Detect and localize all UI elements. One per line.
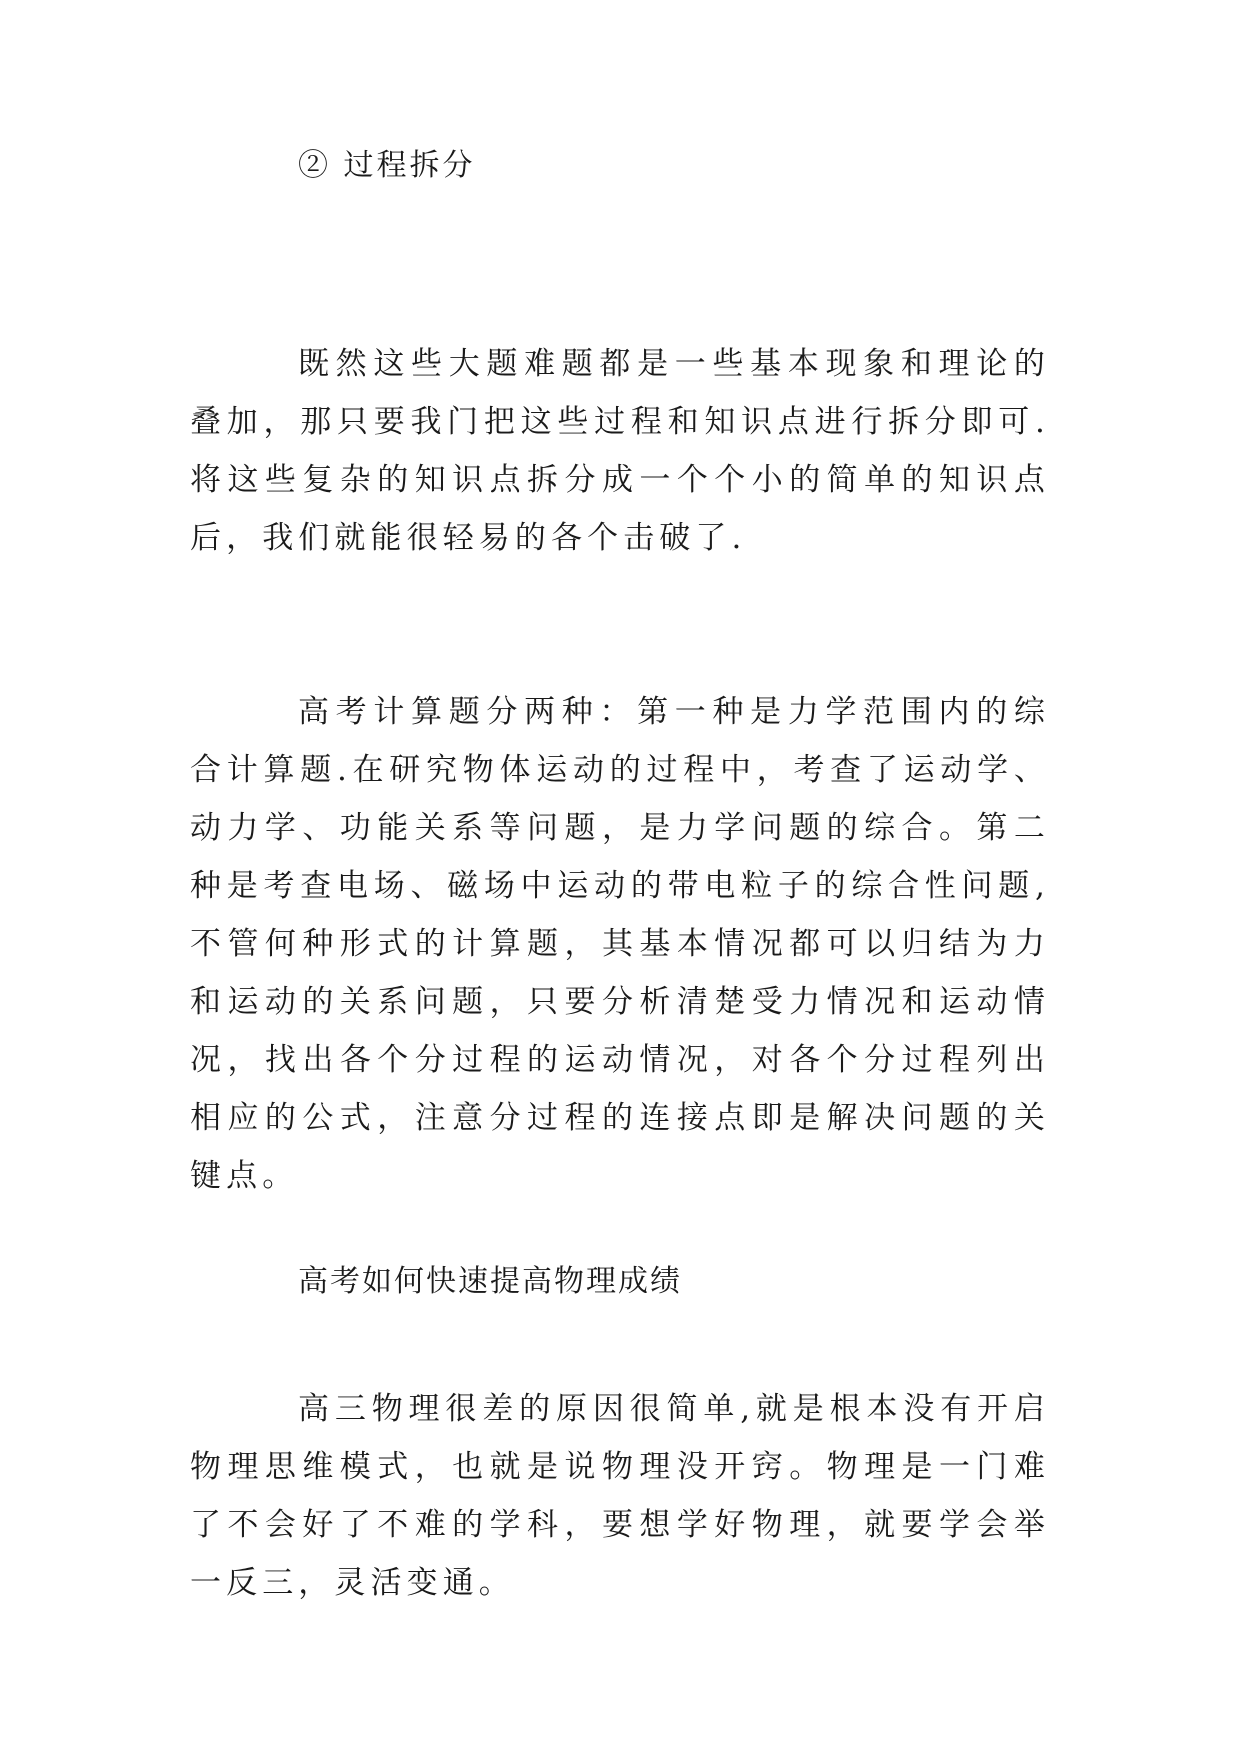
paragraph-2: 高考计算题分两种：第一种是力学范围内的综合计算题.在研究物体运动的过程中，考查了运动学、动力学、功能关系等问题，是力学问题的综合。第二种是考查电场、磁场中运动的带电粒子的综合性问题,不管何种形式的计算题，其基本情况都可以归结为力和运动的关系问题，只要分析清楚受力情况和运动情况，找出各个分过程的运动情况，对各个分过程列出相应的公式，注意分过程的连接点即是解决问题的关键点。 [190, 694, 1050, 1194]
section-title: 高考如何快速提高物理成绩 [298, 1264, 682, 1299]
paragraph-block-2 [190, 683, 1050, 1205]
paragraph-1: 既然这些大题难题都是一些基本现象和理论的叠加，那只要我门把这些过程和知识点进行拆分即可.将这些复杂的知识点拆分成一个个小的简单的知识点后，我们就能很轻易的各个击破了. [190, 346, 1050, 556]
section-heading: ② 过程拆分 [298, 148, 476, 183]
paragraph-block-3 [190, 1380, 1050, 1612]
paragraph-3: 高三物理很差的原因很简单,就是根本没有开启物理思维模式，也就是说物理没开窍。物理是一门难了不会好了不难的学科，要想学好物理，就要学会举一反三，灵活变通。 [190, 1391, 1050, 1601]
paragraph-block-1 [190, 335, 1050, 567]
